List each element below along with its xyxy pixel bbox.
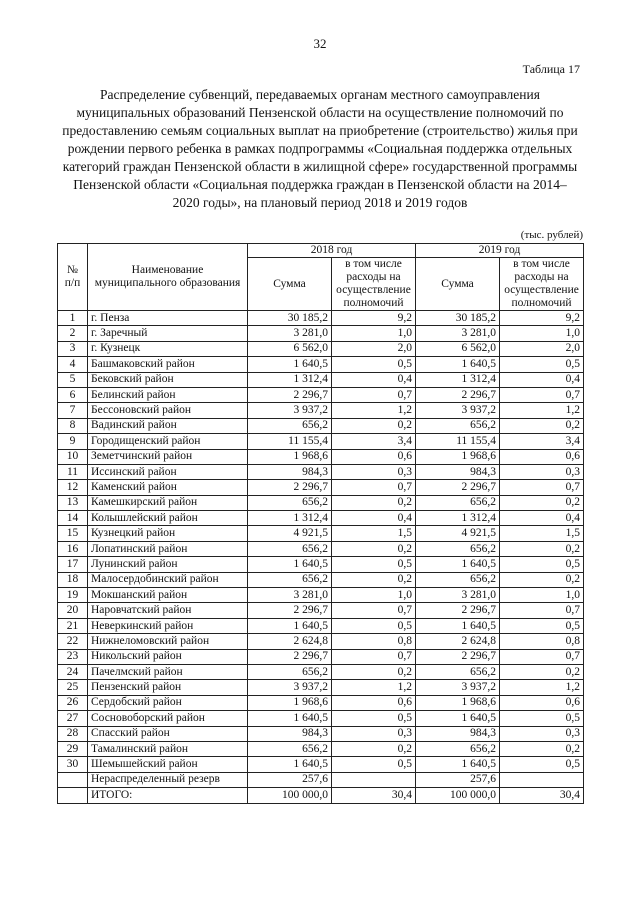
- row-sum-2018: 11 155,4: [248, 434, 332, 449]
- table-row: [58, 772, 584, 787]
- row-sum-2019: 1 312,4: [416, 372, 500, 387]
- row-sum-2018: 656,2: [248, 664, 332, 679]
- subvention-table: [57, 243, 584, 804]
- row-expenses-2018: 0,6: [332, 695, 416, 710]
- row-expenses-2019: 0,5: [500, 557, 584, 572]
- row-expenses-2018: 1,0: [332, 588, 416, 603]
- row-sum-2018: 2 296,7: [248, 649, 332, 664]
- row-number: 14: [58, 511, 88, 526]
- document-title: Распределение субвенций, передаваемых органам местного самоуправления муниципальных образований Пензенской области на осуществление полномочий по предоставлению семьям социальных выплат на приобретение (строительство) жилья при рождении первого ребенка в рамках подпрограммы «Социальная поддержка отдельных категорий граждан Пензенской области в жилищной сфере» государственной программы Пензенской области «Социальная поддержка граждан в Пензенской области на 2014–2020 годы», на плановый период 2018 и 2019 годов: [62, 87, 578, 210]
- table-row: [58, 387, 584, 402]
- table-row: [58, 649, 584, 664]
- row-name: г. Кузнецк: [88, 341, 248, 356]
- row-name: Лопатинский район: [88, 541, 248, 556]
- row-name: Каменский район: [88, 480, 248, 495]
- row-expenses-2019: 1,0: [500, 588, 584, 603]
- row-expenses-2018: 30,4: [332, 788, 416, 803]
- table-row: [58, 603, 584, 618]
- row-expenses-2019: 0,4: [500, 511, 584, 526]
- row-expenses-2018: 0,5: [332, 711, 416, 726]
- row-number: 26: [58, 695, 88, 710]
- row-expenses-2019: 0,2: [500, 572, 584, 587]
- header-year-2019: 2019 год: [416, 244, 584, 258]
- row-sum-2018: 2 296,7: [248, 387, 332, 402]
- table-row: [58, 788, 584, 803]
- row-expenses-2018: 0,7: [332, 480, 416, 495]
- row-expenses-2018: 0,6: [332, 449, 416, 464]
- row-expenses-2018: 1,5: [332, 526, 416, 541]
- row-number: 7: [58, 403, 88, 418]
- row-number: [58, 772, 88, 787]
- row-sum-2019: 257,6: [416, 772, 500, 787]
- row-sum-2019: 1 640,5: [416, 757, 500, 772]
- row-expenses-2018: 0,7: [332, 649, 416, 664]
- row-name: Пачелмский район: [88, 664, 248, 679]
- table-row: [58, 726, 584, 741]
- row-expenses-2019: 0,7: [500, 387, 584, 402]
- row-number: 13: [58, 495, 88, 510]
- row-expenses-2019: 0,5: [500, 357, 584, 372]
- row-number: 17: [58, 557, 88, 572]
- row-expenses-2019: 0,7: [500, 480, 584, 495]
- row-number: 16: [58, 541, 88, 556]
- row-expenses-2018: 1,2: [332, 403, 416, 418]
- row-expenses-2019: 30,4: [500, 788, 584, 803]
- row-sum-2018: 1 640,5: [248, 557, 332, 572]
- row-name: Вадинский район: [88, 418, 248, 433]
- row-sum-2019: 11 155,4: [416, 434, 500, 449]
- header-year-2018: 2018 год: [248, 244, 416, 258]
- row-number: 18: [58, 572, 88, 587]
- table-row: [58, 634, 584, 649]
- row-expenses-2018: 0,7: [332, 387, 416, 402]
- row-sum-2019: 1 640,5: [416, 618, 500, 633]
- row-expenses-2018: 0,2: [332, 741, 416, 756]
- row-number: 23: [58, 649, 88, 664]
- row-sum-2019: 1 640,5: [416, 711, 500, 726]
- row-sum-2018: 1 968,6: [248, 695, 332, 710]
- row-sum-2018: 3 281,0: [248, 326, 332, 341]
- table-row: [58, 541, 584, 556]
- row-sum-2019: 2 296,7: [416, 387, 500, 402]
- row-number: 30: [58, 757, 88, 772]
- row-sum-2018: 2 296,7: [248, 603, 332, 618]
- row-expenses-2018: 0,2: [332, 418, 416, 433]
- row-expenses-2018: 0,2: [332, 495, 416, 510]
- table-row: [58, 511, 584, 526]
- table-row: [58, 695, 584, 710]
- row-expenses-2019: 0,6: [500, 449, 584, 464]
- row-expenses-2019: 0,7: [500, 603, 584, 618]
- row-expenses-2019: 0,8: [500, 634, 584, 649]
- row-name: Колышлейский район: [88, 511, 248, 526]
- row-sum-2019: 2 296,7: [416, 649, 500, 664]
- table-row: [58, 326, 584, 341]
- row-expenses-2019: 0,2: [500, 541, 584, 556]
- row-number: 4: [58, 357, 88, 372]
- row-sum-2019: 3 281,0: [416, 326, 500, 341]
- row-number: 6: [58, 387, 88, 402]
- table-row: [58, 618, 584, 633]
- row-sum-2019: 1 640,5: [416, 557, 500, 572]
- table-row: [58, 495, 584, 510]
- row-name: Бессоновский район: [88, 403, 248, 418]
- row-expenses-2018: [332, 772, 416, 787]
- row-sum-2019: 3 937,2: [416, 680, 500, 695]
- row-sum-2018: 656,2: [248, 541, 332, 556]
- table-row: [58, 341, 584, 356]
- row-sum-2018: 3 281,0: [248, 588, 332, 603]
- table-row: [58, 449, 584, 464]
- row-name: Земетчинский район: [88, 449, 248, 464]
- row-number: 3: [58, 341, 88, 356]
- row-sum-2019: 1 312,4: [416, 511, 500, 526]
- row-sum-2019: 656,2: [416, 664, 500, 679]
- row-sum-2019: 3 281,0: [416, 588, 500, 603]
- table-row: [58, 680, 584, 695]
- row-number: 2: [58, 326, 88, 341]
- row-sum-2019: 656,2: [416, 572, 500, 587]
- unit-label: (тыс. рублей): [520, 229, 583, 241]
- row-name: Нераспределенный резерв: [88, 772, 248, 787]
- row-sum-2018: 2 296,7: [248, 480, 332, 495]
- row-name: Неверкинский район: [88, 618, 248, 633]
- row-expenses-2019: 1,2: [500, 403, 584, 418]
- row-sum-2018: 656,2: [248, 572, 332, 587]
- row-expenses-2018: 1,2: [332, 680, 416, 695]
- row-sum-2018: 1 968,6: [248, 449, 332, 464]
- row-expenses-2018: 0,8: [332, 634, 416, 649]
- row-name: Шемышейский район: [88, 757, 248, 772]
- row-sum-2019: 1 640,5: [416, 357, 500, 372]
- row-name: Сосновоборский район: [88, 711, 248, 726]
- row-name: г. Заречный: [88, 326, 248, 341]
- row-number: 21: [58, 618, 88, 633]
- row-name: Никольский район: [88, 649, 248, 664]
- row-sum-2019: 656,2: [416, 495, 500, 510]
- row-number: 1: [58, 311, 88, 326]
- header-name: Наименование муниципального образования: [88, 244, 248, 311]
- row-sum-2018: 4 921,5: [248, 526, 332, 541]
- row-name: Нижнеломовский район: [88, 634, 248, 649]
- row-sum-2018: 984,3: [248, 726, 332, 741]
- table-row: [58, 464, 584, 479]
- table-row: [58, 372, 584, 387]
- row-sum-2019: 2 624,8: [416, 634, 500, 649]
- row-sum-2019: 1 968,6: [416, 695, 500, 710]
- row-expenses-2019: 9,2: [500, 311, 584, 326]
- row-sum-2018: 30 185,2: [248, 311, 332, 326]
- row-number: 24: [58, 664, 88, 679]
- row-sum-2018: 3 937,2: [248, 403, 332, 418]
- row-name: Спасский район: [88, 726, 248, 741]
- row-expenses-2018: 0,2: [332, 664, 416, 679]
- page-number: 32: [313, 36, 327, 51]
- row-name: Малосердобинский район: [88, 572, 248, 587]
- row-expenses-2018: 0,7: [332, 603, 416, 618]
- table-row: [58, 572, 584, 587]
- row-expenses-2018: 0,2: [332, 572, 416, 587]
- header-expenses-2019: в том числе расходы на осуществление полномочий: [500, 258, 584, 311]
- row-sum-2018: 1 312,4: [248, 372, 332, 387]
- row-expenses-2019: 0,2: [500, 418, 584, 433]
- row-name: Башмаковский район: [88, 357, 248, 372]
- row-sum-2018: 3 937,2: [248, 680, 332, 695]
- row-expenses-2019: 1,0: [500, 326, 584, 341]
- row-number: 25: [58, 680, 88, 695]
- row-number: 27: [58, 711, 88, 726]
- row-sum-2019: 3 937,2: [416, 403, 500, 418]
- row-name: Бековский район: [88, 372, 248, 387]
- row-sum-2018: 1 640,5: [248, 757, 332, 772]
- row-number: 15: [58, 526, 88, 541]
- row-expenses-2019: 0,2: [500, 495, 584, 510]
- row-sum-2019: 656,2: [416, 741, 500, 756]
- row-expenses-2018: 0,5: [332, 557, 416, 572]
- table-row: [58, 357, 584, 372]
- row-sum-2019: 984,3: [416, 464, 500, 479]
- table-label: Таблица 17: [522, 62, 580, 76]
- row-sum-2019: 656,2: [416, 541, 500, 556]
- row-number: 10: [58, 449, 88, 464]
- row-expenses-2019: 0,2: [500, 741, 584, 756]
- row-sum-2018: 656,2: [248, 418, 332, 433]
- row-name: Лунинский район: [88, 557, 248, 572]
- table-row: [58, 480, 584, 495]
- table-body: [58, 311, 584, 804]
- row-number: 8: [58, 418, 88, 433]
- row-sum-2018: 656,2: [248, 495, 332, 510]
- row-sum-2018: 6 562,0: [248, 341, 332, 356]
- row-expenses-2019: 3,4: [500, 434, 584, 449]
- header-num: № п/п: [58, 244, 88, 311]
- row-sum-2019: 2 296,7: [416, 603, 500, 618]
- row-number: 12: [58, 480, 88, 495]
- row-expenses-2018: 0,5: [332, 357, 416, 372]
- row-sum-2019: 4 921,5: [416, 526, 500, 541]
- row-number: 5: [58, 372, 88, 387]
- row-sum-2019: 2 296,7: [416, 480, 500, 495]
- header-sum-2018: Сумма: [248, 258, 332, 311]
- row-number: 28: [58, 726, 88, 741]
- table-row: [58, 418, 584, 433]
- row-sum-2018: 257,6: [248, 772, 332, 787]
- table-row: [58, 588, 584, 603]
- row-sum-2018: 1 312,4: [248, 511, 332, 526]
- row-name: Камешкирский район: [88, 495, 248, 510]
- row-expenses-2018: 3,4: [332, 434, 416, 449]
- row-name: г. Пенза: [88, 311, 248, 326]
- row-expenses-2019: 0,6: [500, 695, 584, 710]
- row-name: Городищенский район: [88, 434, 248, 449]
- row-sum-2018: 100 000,0: [248, 788, 332, 803]
- row-expenses-2019: 1,5: [500, 526, 584, 541]
- row-sum-2019: 984,3: [416, 726, 500, 741]
- row-expenses-2019: 0,2: [500, 664, 584, 679]
- table-row: [58, 711, 584, 726]
- row-sum-2018: 1 640,5: [248, 711, 332, 726]
- row-expenses-2019: 0,5: [500, 757, 584, 772]
- table-row: [58, 403, 584, 418]
- row-expenses-2018: 0,3: [332, 464, 416, 479]
- row-expenses-2018: 0,5: [332, 618, 416, 633]
- table-row: [58, 311, 584, 326]
- row-expenses-2018: 0,4: [332, 372, 416, 387]
- table-row: [58, 557, 584, 572]
- row-sum-2019: 656,2: [416, 418, 500, 433]
- header-sum-2019: Сумма: [416, 258, 500, 311]
- row-expenses-2019: 0,7: [500, 649, 584, 664]
- row-expenses-2019: [500, 772, 584, 787]
- row-name: Мокшанский район: [88, 588, 248, 603]
- row-sum-2018: 984,3: [248, 464, 332, 479]
- row-number: 20: [58, 603, 88, 618]
- row-number: 29: [58, 741, 88, 756]
- row-expenses-2019: 0,3: [500, 464, 584, 479]
- row-sum-2019: 30 185,2: [416, 311, 500, 326]
- row-number: [58, 788, 88, 803]
- header-expenses-2018: в том числе расходы на осуществление полномочий: [332, 258, 416, 311]
- row-expenses-2019: 0,5: [500, 711, 584, 726]
- row-sum-2019: 100 000,0: [416, 788, 500, 803]
- table-row: [58, 757, 584, 772]
- row-expenses-2019: 0,5: [500, 618, 584, 633]
- row-expenses-2018: 2,0: [332, 341, 416, 356]
- row-number: 19: [58, 588, 88, 603]
- row-expenses-2018: 9,2: [332, 311, 416, 326]
- row-expenses-2018: 0,5: [332, 757, 416, 772]
- row-name: Сердобский район: [88, 695, 248, 710]
- row-number: 9: [58, 434, 88, 449]
- table-row: [58, 664, 584, 679]
- row-name: Наровчатский район: [88, 603, 248, 618]
- row-name: Белинский район: [88, 387, 248, 402]
- row-expenses-2019: 1,2: [500, 680, 584, 695]
- row-name: Тамалинский район: [88, 741, 248, 756]
- row-expenses-2018: 0,4: [332, 511, 416, 526]
- table-row: [58, 434, 584, 449]
- row-name: Иссинский район: [88, 464, 248, 479]
- row-expenses-2018: 1,0: [332, 326, 416, 341]
- row-sum-2018: 1 640,5: [248, 357, 332, 372]
- row-expenses-2019: 0,4: [500, 372, 584, 387]
- row-expenses-2019: 2,0: [500, 341, 584, 356]
- row-name: ИТОГО:: [88, 788, 248, 803]
- row-sum-2018: 1 640,5: [248, 618, 332, 633]
- row-expenses-2018: 0,3: [332, 726, 416, 741]
- row-sum-2019: 1 968,6: [416, 449, 500, 464]
- row-expenses-2018: 0,2: [332, 541, 416, 556]
- table-row: [58, 526, 584, 541]
- row-number: 11: [58, 464, 88, 479]
- row-name: Пензенский район: [88, 680, 248, 695]
- row-sum-2019: 6 562,0: [416, 341, 500, 356]
- row-number: 22: [58, 634, 88, 649]
- row-sum-2018: 2 624,8: [248, 634, 332, 649]
- table-row: [58, 741, 584, 756]
- row-sum-2018: 656,2: [248, 741, 332, 756]
- row-expenses-2019: 0,3: [500, 726, 584, 741]
- row-name: Кузнецкий район: [88, 526, 248, 541]
